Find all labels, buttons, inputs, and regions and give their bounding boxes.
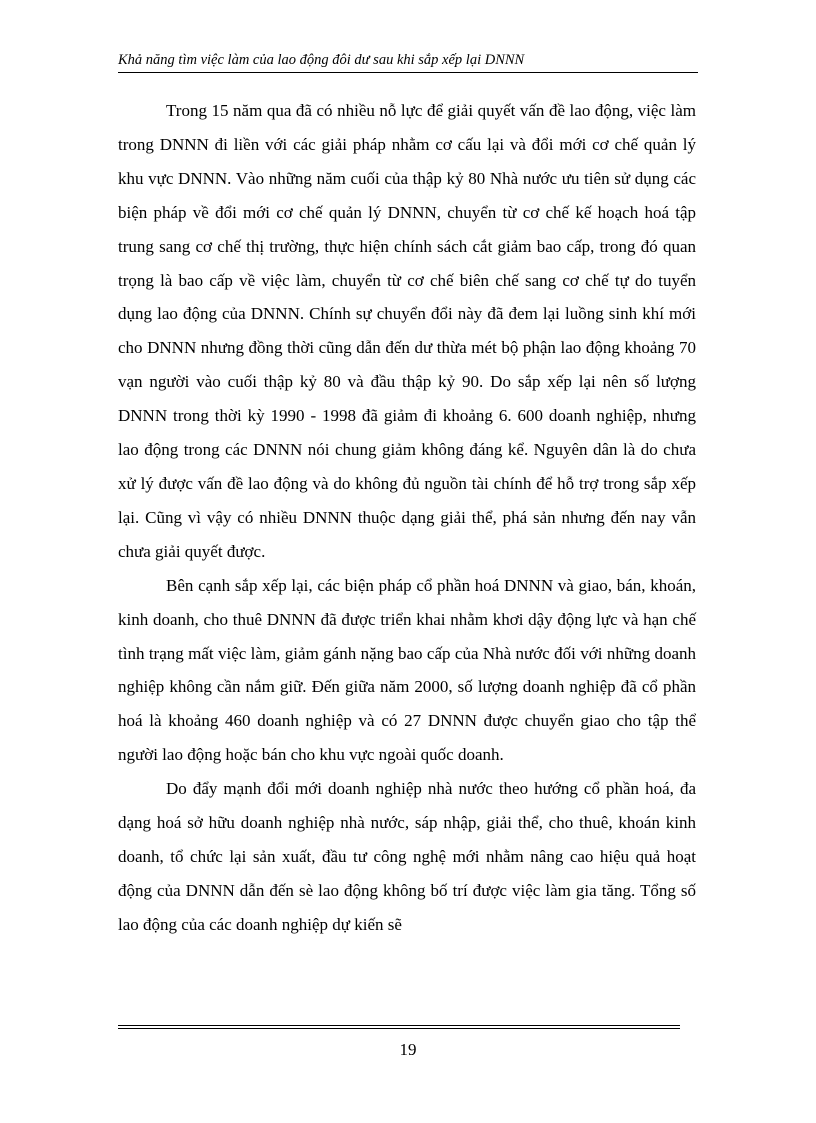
running-header: Khả năng tìm việc làm của lao động đôi dư sau khi sắp xếp lại DNNN bbox=[118, 52, 525, 68]
footer-rule-top bbox=[118, 1025, 680, 1026]
body-text bbox=[118, 94, 696, 942]
header-rule bbox=[118, 72, 698, 73]
footer-rule-bottom bbox=[118, 1028, 680, 1029]
paragraph-1: Trong 15 năm qua đã có nhiều nỗ lực để giải quyết vấn đề lao động, việc làm trong DNNN đi liền với các giải pháp nhằm cơ cấu lại và đổi mới cơ chế quản lý khu vực DNNN. Vào những năm cuối của thập kỷ 80 Nhà nước ưu tiên sử dụng các biện pháp về đổi mới cơ chế quản lý DNNN, chuyển từ cơ chế kế hoạch hoá tập trung sang cơ chế thị trường, thực hiện chính sách cắt giảm bao cấp, trong đó quan trọng là bao cấp về việc làm, chuyển từ cơ chế biên chế sang cơ chế tự do tuyển dụng lao động của DNNN. Chính sự chuyển đổi này đã đem lại luồng sinh khí mới cho DNNN nhưng đồng thời cũng dẫn đến dư thừa mét bộ phận lao động khoảng 70 vạn người vào cuối thập kỷ 80 và đầu thập kỷ 90. Do sắp xếp lại nên số lượng DNNN trong thời kỳ 1990 - 1998 đã giảm đi khoảng 6. 600 doanh nghiệp, nhưng lao động trong các DNNN nói chung giảm không đáng kể. Nguyên dân là do chưa xử lý được vấn đề lao động và do không đủ nguồn tài chính để hỗ trợ trong sắp xếp lại. Cũng vì vậy có nhiều DNNN thuộc dạng giải thể, phá sản nhưng đến nay vẫn chưa giải quyết được. bbox=[118, 101, 696, 561]
page-number: 19 bbox=[399, 1040, 417, 1059]
paragraph-2: Bên cạnh sắp xếp lại, các biện pháp cổ phần hoá DNNN và giao, bán, khoán, kinh doanh, cho thuê DNNN đã được triển khai nhằm khơi dậy động lực và hạn chế tình trạng mất việc làm, giảm gánh nặng bao cấp của Nhà nước đối với những doanh nghiệp không cần nắm giữ. Đến giữa năm 2000, số lượng doanh nghiệp đã cổ phần hoá là khoảng 460 doanh nghiệp và có 27 DNNN được chuyển giao cho tập thể người lao động hoặc bán cho khu vực ngoài quốc doanh. bbox=[118, 575, 696, 765]
paragraph-3: Do đẩy mạnh đổi mới doanh nghiệp nhà nước theo hướng cổ phần hoá, đa dạng hoá sở hữu doanh nghiệp nhà nước, sáp nhập, giải thể, cho thuê, khoán kinh doanh, tổ chức lại sản xuất, đầu tư công nghệ mới nhằm nâng cao hiệu quả hoạt động của DNNN dẫn đến sè lao động không bố trí được việc làm gia tăng. Tổng số lao động của các doanh nghiệp dự kiến sẽ bbox=[118, 779, 696, 934]
